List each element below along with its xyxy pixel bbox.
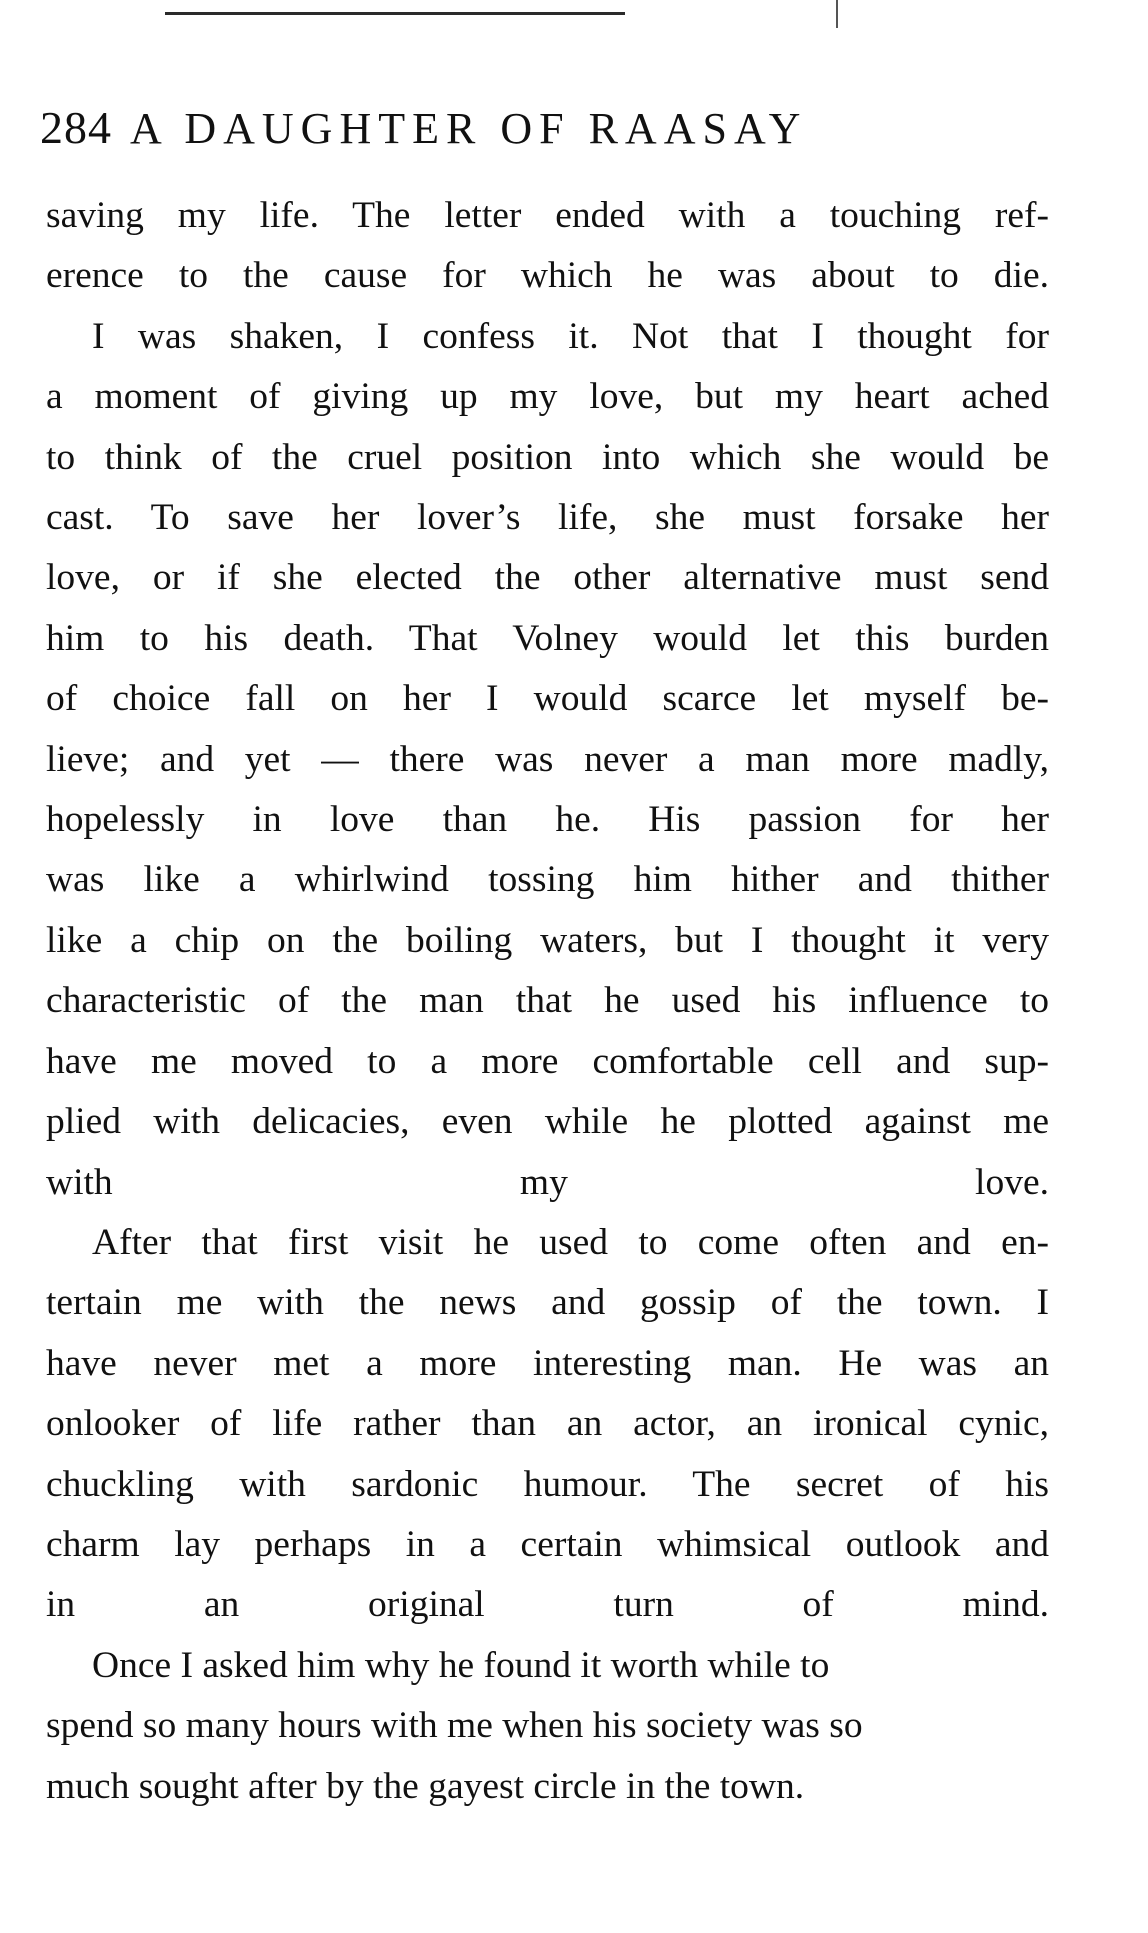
paragraph-3 — [46, 1213, 1049, 1636]
text-line: characteristic of the man that he used his influence to — [46, 980, 1049, 1022]
text-line: much sought after by the gayest circle in the town. — [46, 1765, 805, 1807]
text-line: I was shaken, I confess it. Not that I thought for — [92, 315, 1049, 357]
text-line: lieve; and yet — there was never a man more madly, — [46, 738, 1049, 780]
text-line: a moment of giving up my love, but my heart ached — [46, 376, 1049, 418]
text-line: saving my life. The letter ended with a touching ref- — [46, 195, 1049, 236]
text-line: Once I asked him why he found it worth while to — [92, 1644, 830, 1686]
text-line: onlooker of life rather than an actor, an ironical cynic, — [46, 1403, 1049, 1445]
text-line: have never met a more interesting man. He was an — [46, 1342, 1049, 1384]
text-line: to think of the cruel position into which she would be — [46, 436, 1049, 478]
text-line: erence to the cause for which he was about to die. — [46, 255, 1049, 297]
text-line: of choice fall on her I would scarce let myself be- — [46, 678, 1049, 720]
page-number: 284 — [40, 102, 112, 153]
page-edge-mark — [836, 0, 838, 28]
text-line: with my love. — [46, 1161, 1049, 1203]
paragraph-1 — [46, 186, 1049, 307]
text-line: like a chip on the boiling waters, but I thought it very — [46, 919, 1049, 961]
text-line: hopelessly in love than he. His passion for her — [46, 799, 1049, 841]
paragraph-4 — [46, 1636, 1049, 1817]
text-line: charm lay perhaps in a certain whimsical outlook and — [46, 1523, 1049, 1565]
text-line: tertain me with the news and gossip of the town. I — [46, 1282, 1049, 1324]
text-line: have me moved to a more comfortable cell and sup- — [46, 1040, 1049, 1082]
running-title: A DAUGHTER OF RAASAY — [130, 104, 808, 153]
text-line: plied with delicacies, even while he plotted against me — [46, 1101, 1049, 1143]
text-line: chuckling with sardonic humour. The secret of his — [46, 1463, 1049, 1505]
paragraph-2 — [46, 307, 1049, 1213]
text-line: was like a whirlwind tossing him hither and thither — [46, 859, 1049, 901]
running-head — [40, 92, 1050, 164]
top-rule — [165, 12, 625, 15]
text-line: in an original turn of mind. — [46, 1584, 1049, 1626]
text-line: love, or if she elected the other alternative must send — [46, 557, 1049, 599]
text-line: him to his death. That Volney would let this burden — [46, 617, 1049, 659]
text-line: After that first visit he used to come often and en- — [92, 1221, 1049, 1263]
text-line: cast. To save her lover’s life, she must forsake her — [46, 497, 1049, 539]
text-line: spend so many hours with me when his society was so — [46, 1705, 863, 1747]
text-body — [46, 186, 1049, 1817]
